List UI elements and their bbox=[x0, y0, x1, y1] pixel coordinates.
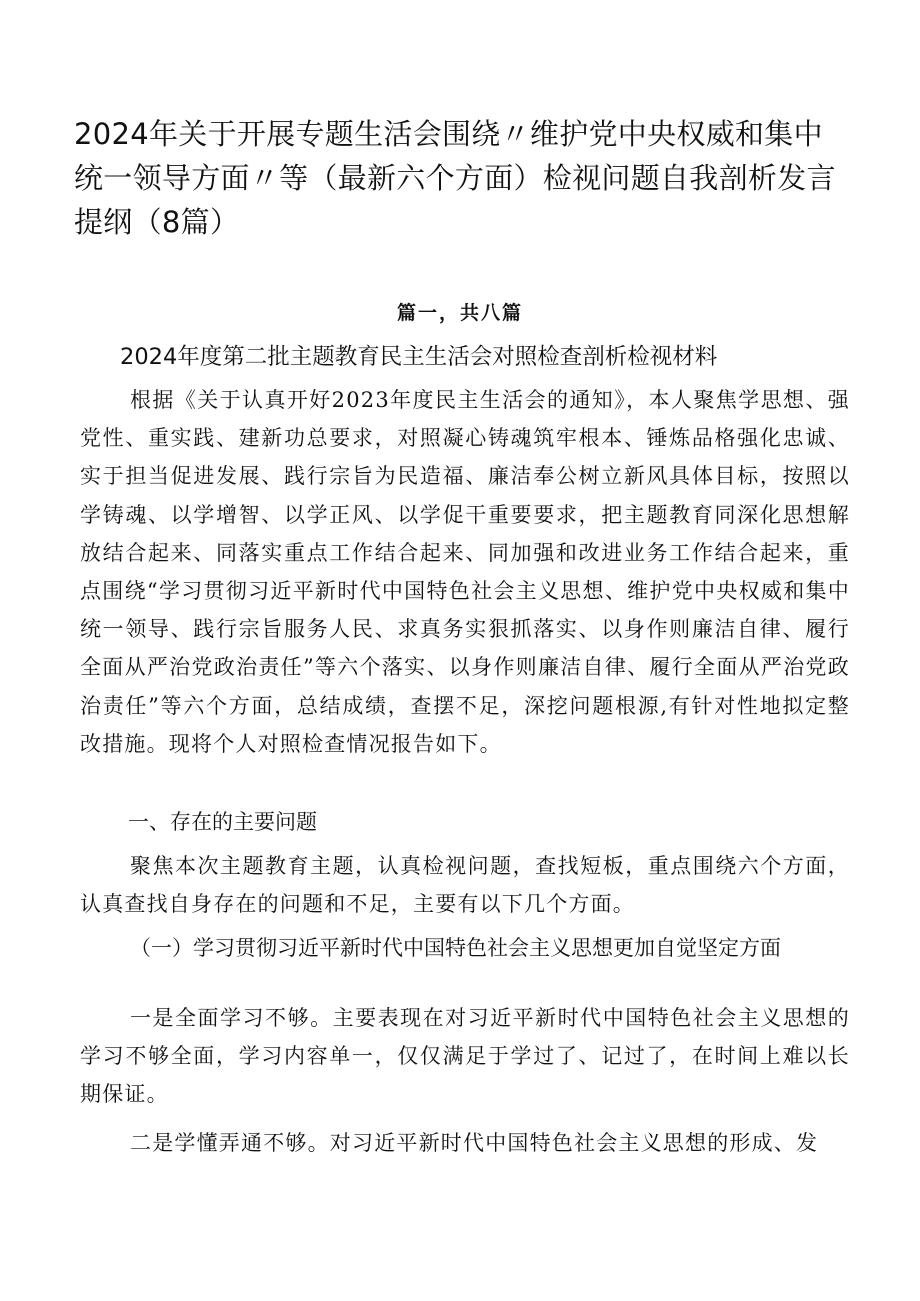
body-paragraph: 一是全面学习不够。主要表现在对习近平新时代中国特色社会主义思想的学习不够全面，学习内容单一，仅仅满足于学过了、记过了，在时间上难以长期保证。 bbox=[80, 1006, 850, 1107]
document-title: 2024年关于开展专题生活会围绕〃维护党中央权威和集中统一领导方面〃等（最新六个方面）检视问题自我剖析发言提纲（8篇） bbox=[74, 117, 836, 239]
body-paragraph: 聚焦本次主题教育主题，认真检视问题，查找短板，重点围绕六个方面，认真查找自身存在的问题和不足，主要有以下几个方面。 bbox=[80, 854, 850, 917]
subheading-study: （一）学习贯彻习近平新时代中国特色社会主义思想更加自觉坚定方面 bbox=[130, 936, 781, 960]
heading-main-problems: 一、存在的主要问题 bbox=[128, 810, 317, 834]
body-paragraph: 二是学懂弄通不够。对习近平新时代中国特色社会主义思想的形成、发 bbox=[130, 1131, 819, 1155]
part-label: 篇一，共八篇 bbox=[396, 302, 523, 324]
section-title: 2024年度第二批主题教育民主生活会对照检查剖析检视材料 bbox=[120, 344, 718, 370]
body-paragraph: 根据《关于认真开好2023年度民主生活会的通知》，本人聚焦学思想、强党性、重实践、建新功总要求，对照凝心铸魂筑牢根本、锤炼品格强化忠诚、实于担当促进发展、践行宗旨为民造福、廉洁奉公树立新风具体目标，按照以学铸魂、以学增智、以学正风、以学促干重要要求，把主题教育同深化思想解放结合起来、同落实重点工作结合起来、同加强和改进业务工作结合起来，重点围绕“学习贯彻习近平新时代中国特色社会主义思想、维护党中央权威和集中统一领导、践行宗旨服务人民、求真务实狠抓落实、以身作则廉洁自律、履行全面从严治党政治责任”等六个落实、以身作则廉洁自律、履行全面从严治党政治责任”等六个方面，总结成绩，查摆不足，深挖问题根源,有针对性地拟定整改措施。现将个人对照检查情况报告如下。 bbox=[80, 388, 850, 756]
